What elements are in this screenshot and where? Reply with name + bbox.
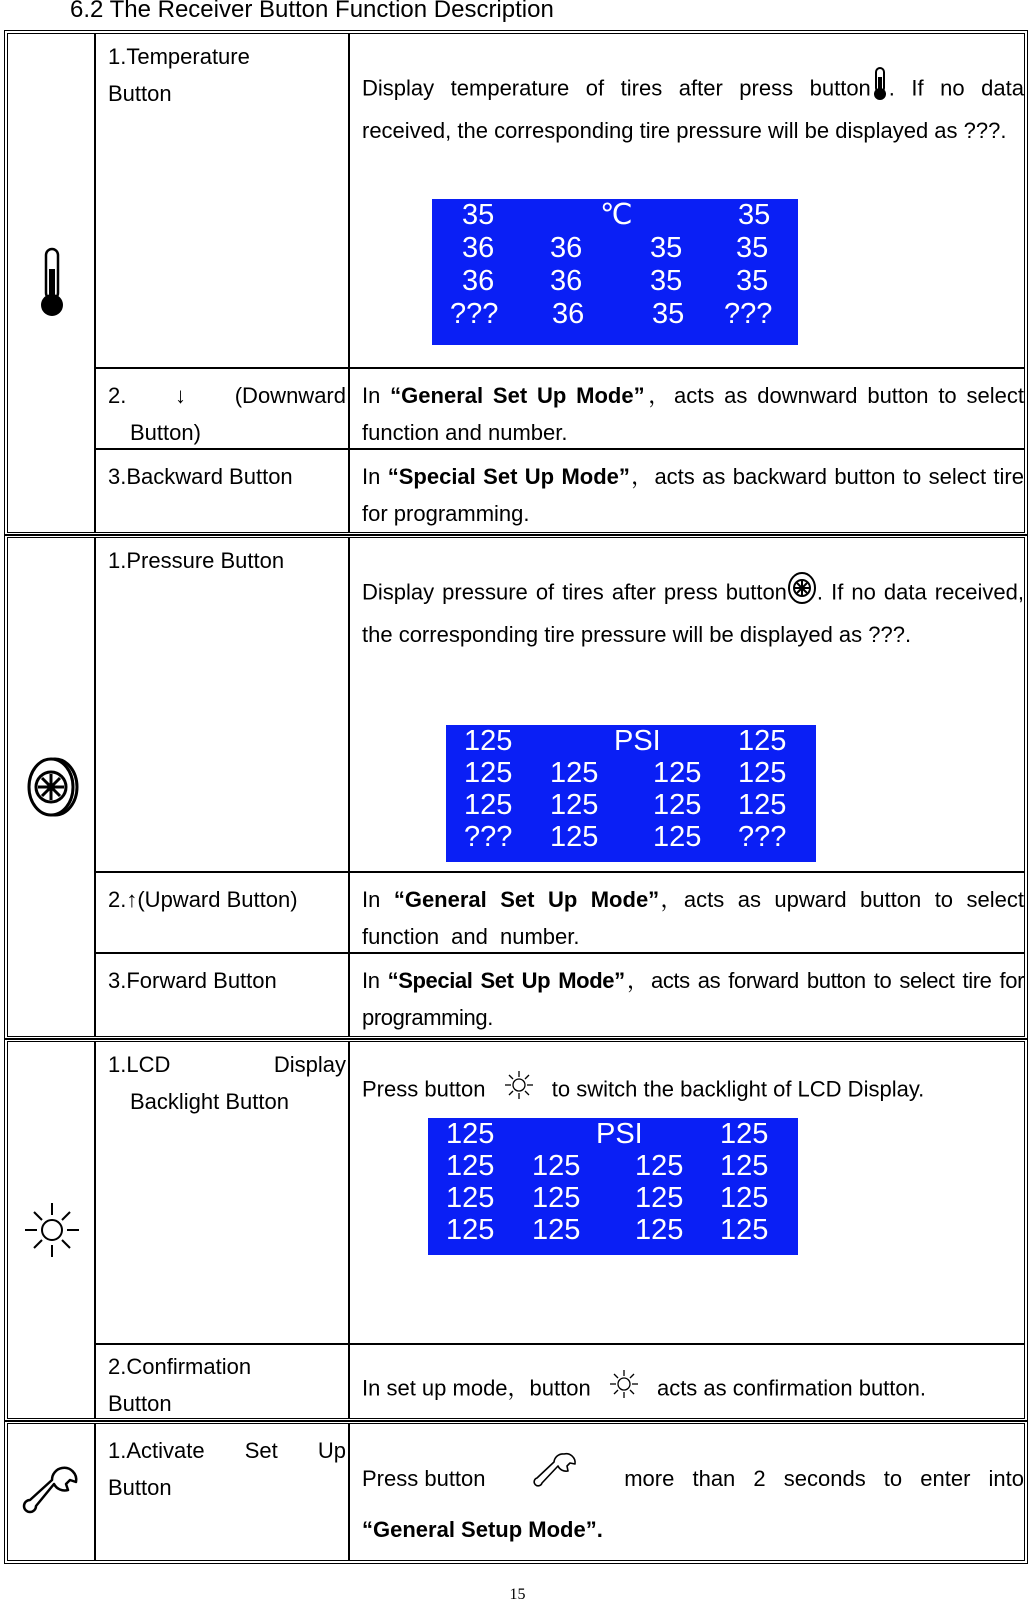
down-arrow-icon: ↓: [175, 383, 187, 408]
temperature-button-description: Display temperature of tires after press button . If no data received, the corresponding tire pressure will be displayed as ???.: [362, 67, 1024, 149]
pressure-lcd-display: 125 PSI 125 125 125 125 125 125 125 125 125 ??? 125 125 ???: [446, 725, 816, 862]
section-temperature: [4, 30, 1028, 536]
backward-button-label: 3.Backward Button: [108, 464, 293, 489]
wrench-icon: [8, 1424, 96, 1560]
page-number: 15: [509, 1586, 526, 1603]
backlight-button-label: 1.LCD Display Backlight Button: [108, 1052, 346, 1114]
section-backlight: [4, 1038, 1028, 1422]
downward-button-label: 2. ↓ (Downward Button): [108, 377, 346, 451]
thermometer-inline-icon: [871, 67, 889, 112]
backlight-inline-icon: [502, 1070, 536, 1111]
upward-button-label: 2.↑(Upward Button): [108, 887, 298, 912]
forward-button-description: In “Special Set Up Mode”，acts as forward button to select tire for programming.: [362, 968, 1024, 1030]
section-pressure: [4, 534, 1028, 1040]
pressure-button-label: 1.Pressure Button: [108, 548, 285, 573]
confirmation-button-description: In set up mode，button acts as confirmation button.: [362, 1369, 1024, 1410]
section-setup: [4, 1420, 1028, 1564]
tire-inline-icon: [787, 571, 817, 616]
activate-setup-button-description: Press button more than 2 seconds to enter into “General Setup Mode”.: [362, 1450, 1024, 1548]
up-arrow-icon: ↑: [126, 887, 138, 912]
tire-icon: [8, 538, 96, 1036]
thermometer-icon: [8, 34, 96, 532]
temperature-button-label: 1.Temperature Button: [108, 44, 250, 106]
backlight-button-description: Press button to switch the backlight of LCD Display.: [362, 1070, 1024, 1111]
downward-button-description: In “General Set Up Mode”，acts as downward button to select function and number.: [362, 383, 1024, 445]
temperature-lcd-display: 35 ℃ 35 36 36 35 35 36 36 35 35 ??? 36 35 ???: [432, 199, 798, 345]
pressure-button-description: Display pressure of tires after press button . If no data received, the corresponding tire pressure will be displayed as ???.: [362, 571, 1024, 653]
section-title: 6.2 The Receiver Button Function Description: [70, 0, 554, 23]
backlight-icon: [8, 1042, 96, 1418]
backlight-inline-icon: [607, 1369, 641, 1410]
wrench-inline-icon: [530, 1450, 580, 1507]
activate-setup-button-label: 1.Activate Set Up Button: [108, 1438, 346, 1500]
backlight-lcd-display: 125 PSI 125 125 125 125 125 125 125 125 125 125 125 125 125: [428, 1118, 798, 1255]
forward-button-label: 3.Forward Button: [108, 968, 277, 993]
confirmation-button-label: 2.Confirmation Button: [108, 1354, 252, 1416]
upward-button-description: In “General Set Up Mode”，acts as upward button to select function and number.: [362, 887, 1024, 949]
backward-button-description: In “Special Set Up Mode”，acts as backward button to select tire for programming.: [362, 464, 1024, 526]
